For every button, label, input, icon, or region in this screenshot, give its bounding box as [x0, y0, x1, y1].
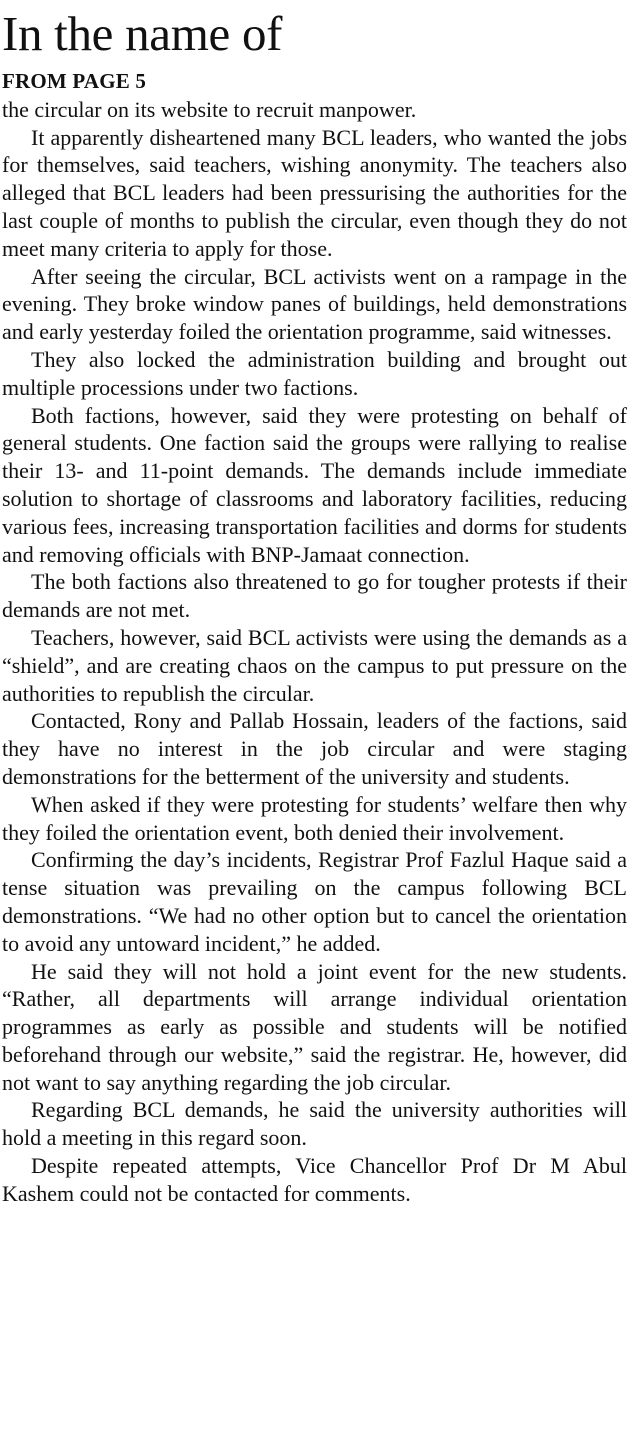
paragraph: Contacted, Rony and Pallab Hossain, leaders of the factions, said they have no interest in the job circular and were staging demonstrations for the betterment of the university and students. — [2, 708, 627, 789]
paragraph: Regarding BCL demands, he said the university authorities will hold a meeting in this regard soon. — [2, 1097, 627, 1151]
paragraph: They also locked the administration building and brought out multiple processions under two factions. — [2, 346, 627, 400]
paragraph: When asked if they were protesting for students’ welfare then why they foiled the orientation event, both denied their involvement. — [2, 791, 627, 845]
news-article — [2, 0, 627, 1208]
article-body — [2, 96, 627, 1208]
paragraph: the circular on its website to recruit manpower. — [2, 96, 417, 122]
paragraph: He said they will not hold a joint event for the new students. “Rather, all departments will arrange individual orientation programmes as early as possible and students will be notified beforehand through our website,” said the registrar. He, however, did not want to say anything regarding the job circular. — [2, 958, 627, 1095]
paragraph: It apparently disheartened many BCL leaders, who wanted the jobs for themselves, said teachers, wishing anonymity. The teachers also alleged that BCL leaders had been pressurising the authorities for the last couple of months to publish the circular, even though they do not meet many criteria to apply for those. — [2, 124, 627, 261]
paragraph: Teachers, however, said BCL activists were using the demands as a “shield”, and are creating chaos on the campus to put pressure on the authorities to republish the circular. — [2, 624, 627, 706]
paragraph: After seeing the circular, BCL activists went on a rampage in the evening. They broke window panes of buildings, held demonstrations and early yesterday foiled the orientation programme, said witnesses. — [2, 263, 627, 345]
jump-line: FROM PAGE 5 — [2, 69, 147, 93]
headline: In the name of — [2, 6, 283, 61]
paragraph: Both factions, however, said they were protesting on behalf of general students. One faction said the groups were rallying to realise their 13- and 11-point demands. The demands include immediate solution to shortage of classrooms and laboratory facilities, reducing various fees, increasing transportation facilities and dorms for students and removing officials with BNP-Jamaat connection. — [2, 402, 627, 567]
paragraph: Confirming the day’s incidents, Registrar Prof Fazlul Haque said a tense situation was prevailing on the campus following BCL demonstrations. “We had no other option but to cancel the orientation to avoid any untoward incident,” he added. — [2, 847, 627, 956]
paragraph: The both factions also threatened to go for tougher protests if their demands are not met. — [2, 569, 627, 623]
paragraph: Despite repeated attempts, Vice Chancellor Prof Dr M Abul Kashem could not be contacted for comments. — [2, 1153, 627, 1206]
